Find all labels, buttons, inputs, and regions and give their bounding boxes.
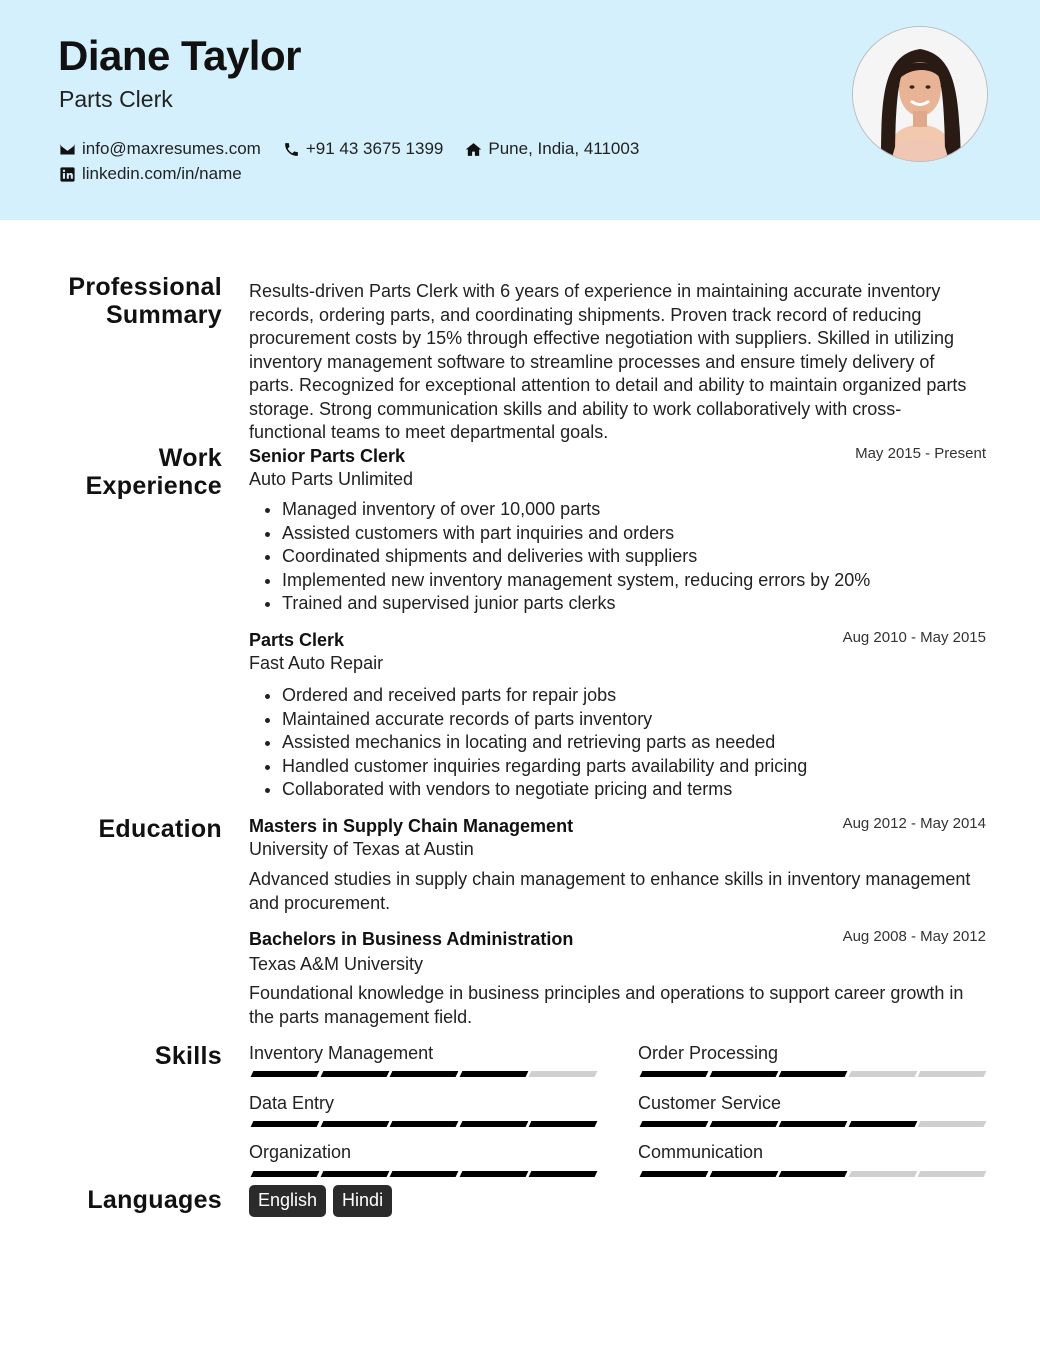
skill-segment	[320, 1121, 388, 1127]
skill-segment	[848, 1071, 916, 1077]
job-title: Senior Parts Clerk	[249, 446, 406, 466]
education-description	[249, 982, 989, 1029]
degree-title: Masters in Supply Chain Management	[249, 816, 574, 836]
address-item	[465, 139, 639, 159]
skill-rating-bar	[252, 1171, 600, 1177]
skill-rating-bar	[641, 1071, 989, 1077]
skill-segment	[709, 1171, 777, 1177]
email-text: info@maxresumes.com	[82, 139, 261, 158]
resume-header	[0, 0, 1040, 220]
skill-segment	[640, 1121, 708, 1127]
education-description	[249, 868, 989, 915]
section-title-skills: Skills	[154, 1042, 222, 1070]
skill-segment	[709, 1071, 777, 1077]
home-icon	[465, 141, 482, 158]
phone-item[interactable]	[283, 139, 444, 159]
summary-line: parts. Recognized for exceptional attention to detail and ability to maintain organized parts	[249, 375, 967, 395]
skill-name: Customer Service	[638, 1093, 782, 1113]
skill-segment	[251, 1071, 319, 1077]
skill-rating-bar	[252, 1071, 600, 1077]
description-line: Foundational knowledge in business principles and operations to support career growth in	[249, 983, 964, 1003]
skill-name: Communication	[638, 1142, 764, 1162]
skill-rating-bar	[641, 1171, 989, 1177]
job-dates: Aug 2010 - May 2015	[842, 629, 986, 646]
skill-segment	[709, 1121, 777, 1127]
section-title-line: Professional	[68, 273, 222, 301]
skill-name: Data Entry	[249, 1093, 335, 1113]
list-item: • Coordinated shipments and deliveries with suppliers	[282, 545, 982, 569]
skill-rating-bar	[252, 1121, 600, 1127]
email-item[interactable]	[59, 139, 261, 159]
linkedin-icon	[59, 166, 76, 183]
list-item: • Trained and supervised junior parts clerks	[282, 592, 982, 616]
skill-segment	[390, 1171, 458, 1177]
skill-segment	[320, 1071, 388, 1077]
list-item: • Collaborated with vendors to negotiate pricing and terms	[282, 778, 982, 802]
education-dates: Aug 2008 - May 2012	[842, 928, 986, 945]
summary-line: inventory management software to streamline processes and ensure timely delivery of	[249, 351, 935, 372]
skill-segment	[918, 1121, 986, 1127]
list-item: • Assisted mechanics in locating and retrieving parts as needed	[282, 731, 982, 755]
skill-segment	[640, 1171, 708, 1177]
portrait-illustration	[853, 27, 987, 161]
skill-name: Order Processing	[638, 1043, 779, 1063]
skill-segment	[918, 1071, 986, 1077]
skill-segment	[848, 1171, 916, 1177]
list-item: • Ordered and received parts for repair jobs	[282, 684, 982, 708]
skill-segment	[640, 1071, 708, 1077]
envelope-icon	[59, 141, 76, 158]
list-item: • Managed inventory of over 10,000 parts	[282, 498, 982, 522]
skill-segment	[779, 1171, 847, 1177]
skill-segment	[459, 1171, 527, 1177]
summary-paragraph	[249, 280, 989, 445]
section-title-languages: Languages	[87, 1186, 222, 1214]
skill-segment	[459, 1121, 527, 1127]
list-item: • Maintained accurate records of parts inventory	[282, 708, 982, 732]
skill-segment	[529, 1121, 597, 1127]
skill-rating-bar	[641, 1121, 989, 1127]
language-tags	[249, 1185, 399, 1217]
skill-segment	[779, 1071, 847, 1077]
description-line: and procurement.	[249, 892, 391, 913]
skill-segment	[529, 1071, 597, 1077]
skill-segment	[779, 1121, 847, 1127]
job-bullet-list	[249, 684, 982, 802]
skill-name: Organization	[249, 1142, 352, 1162]
description-line: the parts management field.	[249, 1006, 473, 1027]
description-line: Advanced studies in supply chain management to enhance skills in inventory management	[249, 869, 971, 889]
school-name: Texas A&M University	[249, 954, 424, 974]
phone-text: +91 43 3675 1399	[305, 139, 444, 158]
summary-line: procurement costs by 15% through effective negotiation with suppliers. Skilled in utilizing	[249, 328, 955, 348]
language-tag: Hindi	[333, 1185, 392, 1217]
skill-segment	[251, 1121, 319, 1127]
job-bullet-list	[249, 498, 982, 616]
profile-photo	[852, 26, 988, 162]
section-title-line: Work	[158, 444, 222, 472]
skill-segment	[390, 1071, 458, 1077]
section-title-line: Experience	[85, 472, 222, 500]
skill-segment	[251, 1171, 319, 1177]
education-dates: Aug 2012 - May 2014	[842, 815, 986, 832]
skill-segment	[320, 1171, 388, 1177]
summary-line: storage. Strong communication skills and ability to work collaboratively with cross-	[249, 398, 902, 419]
skill-segment	[848, 1121, 916, 1127]
language-tag: English	[249, 1185, 326, 1217]
job-company: Fast Auto Repair	[249, 653, 384, 673]
degree-title: Bachelors in Business Administration	[249, 929, 574, 949]
summary-line: functional teams to meet departmental goals.	[249, 422, 609, 442]
skill-segment	[390, 1121, 458, 1127]
phone-icon	[283, 141, 300, 158]
skill-segment	[459, 1071, 527, 1077]
section-title-line: Summary	[105, 301, 222, 329]
skill-name: Inventory Management	[249, 1043, 434, 1063]
list-item: • Implemented new inventory management system, reducing errors by 20%	[282, 569, 982, 593]
skill-segment	[918, 1171, 986, 1177]
section-title-work	[86, 444, 222, 500]
linkedin-text: linkedin.com/in/name	[82, 164, 242, 183]
summary-line: Results-driven Parts Clerk with 6 years of experience in maintaining accurate inventory	[249, 281, 941, 301]
contact-row	[59, 139, 661, 159]
contact-row-2	[59, 164, 264, 184]
linkedin-item[interactable]	[59, 164, 242, 184]
list-item: • Handled customer inquiries regarding parts availability and pricing	[282, 755, 982, 779]
job-company: Auto Parts Unlimited	[249, 469, 414, 489]
job-title: Parts Clerk	[249, 630, 345, 650]
section-title-education: Education	[98, 815, 222, 843]
candidate-role: Parts Clerk	[59, 86, 173, 112]
skill-segment	[529, 1171, 597, 1177]
school-name: University of Texas at Austin	[249, 839, 474, 859]
job-dates: May 2015 - Present	[855, 445, 986, 462]
section-title-summary	[68, 273, 222, 329]
list-item: • Assisted customers with part inquiries and orders	[282, 522, 982, 546]
address-text: Pune, India, 411003	[488, 139, 640, 158]
candidate-name: Diane Taylor	[58, 32, 301, 79]
summary-line: records, ordering parts, and coordinating shipments. Proven track record of reducing	[249, 304, 922, 325]
